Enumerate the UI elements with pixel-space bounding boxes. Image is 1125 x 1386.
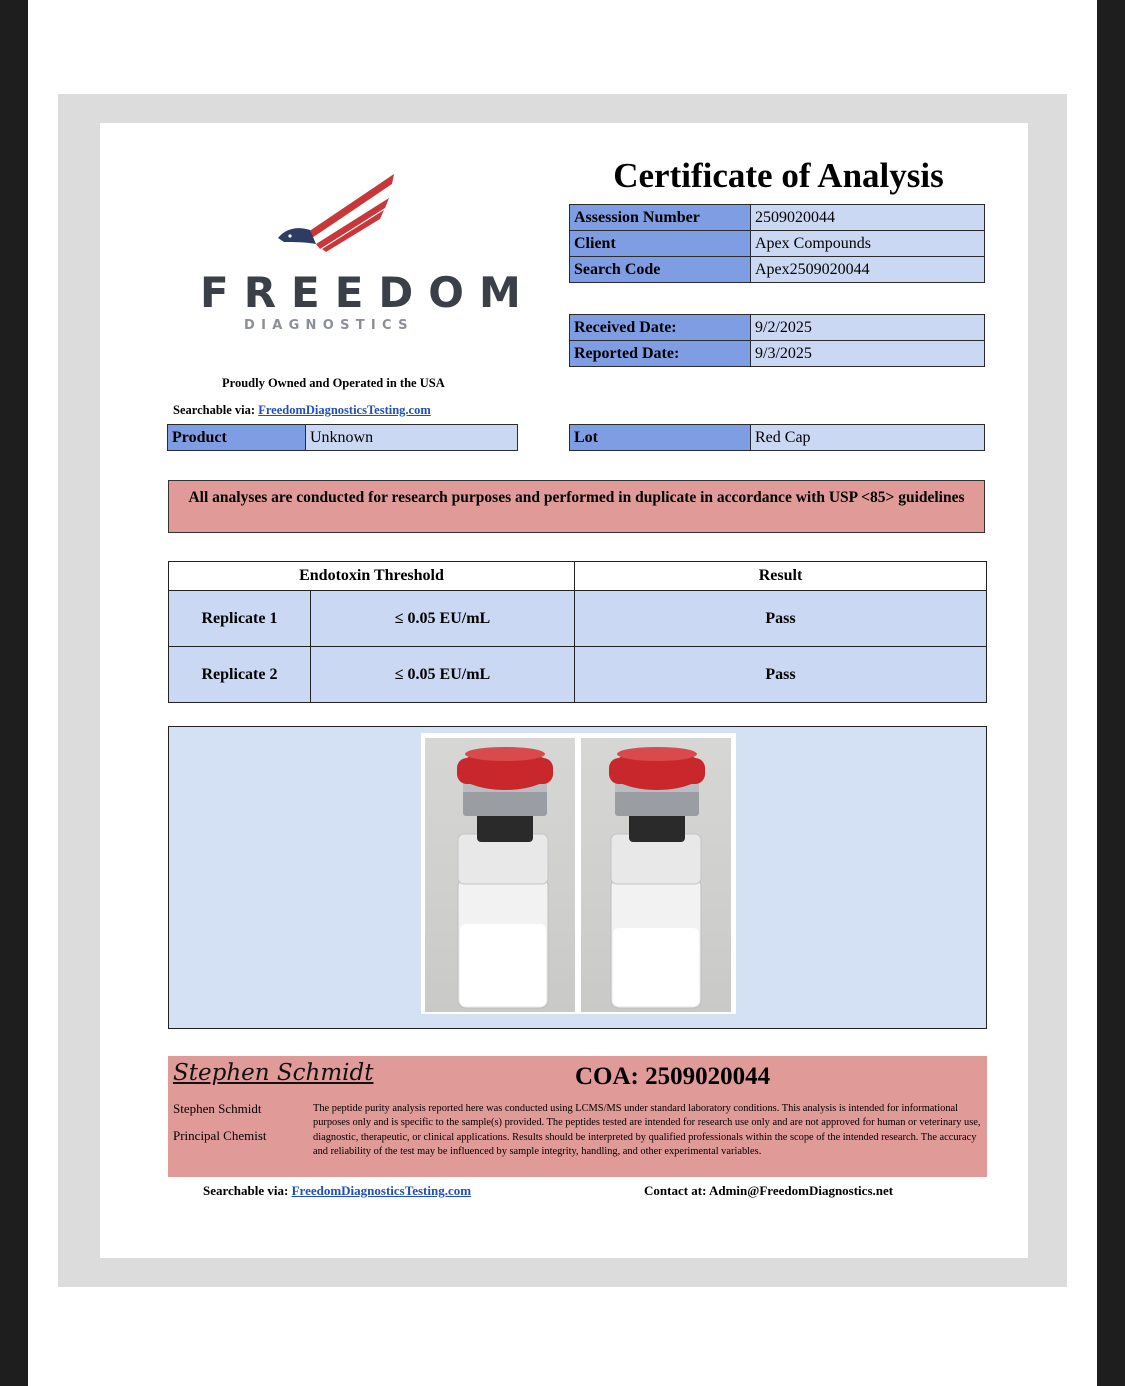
chemist-title: Principal Chemist	[173, 1128, 267, 1143]
info-table	[569, 204, 985, 283]
footer-searchable-label: Searchable via:	[203, 1183, 289, 1198]
searchable-label: Searchable via:	[173, 403, 256, 417]
date-row	[570, 341, 985, 367]
chemist-signature: Stephen Schmidt	[173, 1060, 374, 1086]
assession-number-value: 2509020044	[751, 205, 985, 231]
eagle-flag-logo-icon	[276, 172, 398, 254]
date-row	[570, 315, 985, 341]
replicate-label: Replicate 2	[169, 647, 311, 703]
received-date-value: 9/2/2025	[751, 315, 985, 341]
results-table	[168, 561, 987, 703]
website-link[interactable]: FreedomDiagnosticsTesting.com	[258, 403, 431, 417]
info-row	[570, 231, 985, 257]
threshold-header: Endotoxin Threshold	[169, 562, 575, 591]
coa-number: COA: 2509020044	[575, 1063, 771, 1090]
received-date-label: Received Date:	[570, 315, 751, 341]
product-value: Unknown	[306, 425, 518, 451]
searchable-via	[173, 403, 431, 418]
lot-table	[569, 424, 985, 451]
logo-wordmark: FREEDOM	[200, 268, 536, 317]
research-notice: All analyses are conducted for research purposes and performed in duplicate in accordance with USP <85> guidelines	[168, 480, 985, 533]
result-value: Pass	[575, 591, 987, 647]
vial-photo-1	[425, 738, 575, 1012]
dates-table	[569, 314, 985, 367]
reported-date-value: 9/3/2025	[751, 341, 985, 367]
lot-label: Lot	[570, 425, 751, 451]
page-title: Certificate of Analysis	[613, 156, 944, 195]
info-row	[570, 257, 985, 283]
client-value: Apex Compounds	[751, 231, 985, 257]
results-header-row	[169, 562, 987, 591]
search-code-label: Search Code	[570, 257, 751, 283]
contact-email[interactable]: Contact at: Admin@FreedomDiagnostics.net	[644, 1183, 894, 1198]
vial-photo-2	[581, 738, 731, 1012]
footer-searchable-via	[203, 1183, 471, 1199]
assession-number-label: Assession Number	[570, 205, 751, 231]
table-row	[169, 591, 987, 647]
replicate-label: Replicate 1	[169, 591, 311, 647]
disclaimer-text: The peptide purity analysis reported here was conducted using LCMS/MS under standard laboratory conditions. This analysis is intended for informational purposes only and is specific to the sample(s) provided. The peptides tested are intended for research use only and are not approved for human or veterinary use, diagnostic, therapeutic, or clinical applications. Results should be interpreted by qualified professionals within the scope of the intended research. The accuracy and reliability of the test may be influenced by sample integrity, handling, and other experimental variables.	[313, 1103, 981, 1158]
result-value: Pass	[575, 647, 987, 703]
threshold-value: ≤ 0.05 EU/mL	[311, 591, 575, 647]
chemist-name: Stephen Schmidt	[173, 1101, 262, 1116]
client-label: Client	[570, 231, 751, 257]
lot-value: Red Cap	[751, 425, 985, 451]
result-header: Result	[575, 562, 987, 591]
table-row	[169, 647, 987, 703]
product-table	[167, 424, 518, 451]
threshold-value: ≤ 0.05 EU/mL	[311, 647, 575, 703]
search-code-value: Apex2509020044	[751, 257, 985, 283]
product-label: Product	[168, 425, 306, 451]
reported-date-label: Reported Date:	[570, 341, 751, 367]
logo-subtitle: DIAGNOSTICS	[244, 318, 414, 333]
footer-website-link[interactable]: FreedomDiagnosticsTesting.com	[291, 1183, 472, 1198]
tagline: Proudly Owned and Operated in the USA	[222, 376, 445, 390]
info-row	[570, 205, 985, 231]
